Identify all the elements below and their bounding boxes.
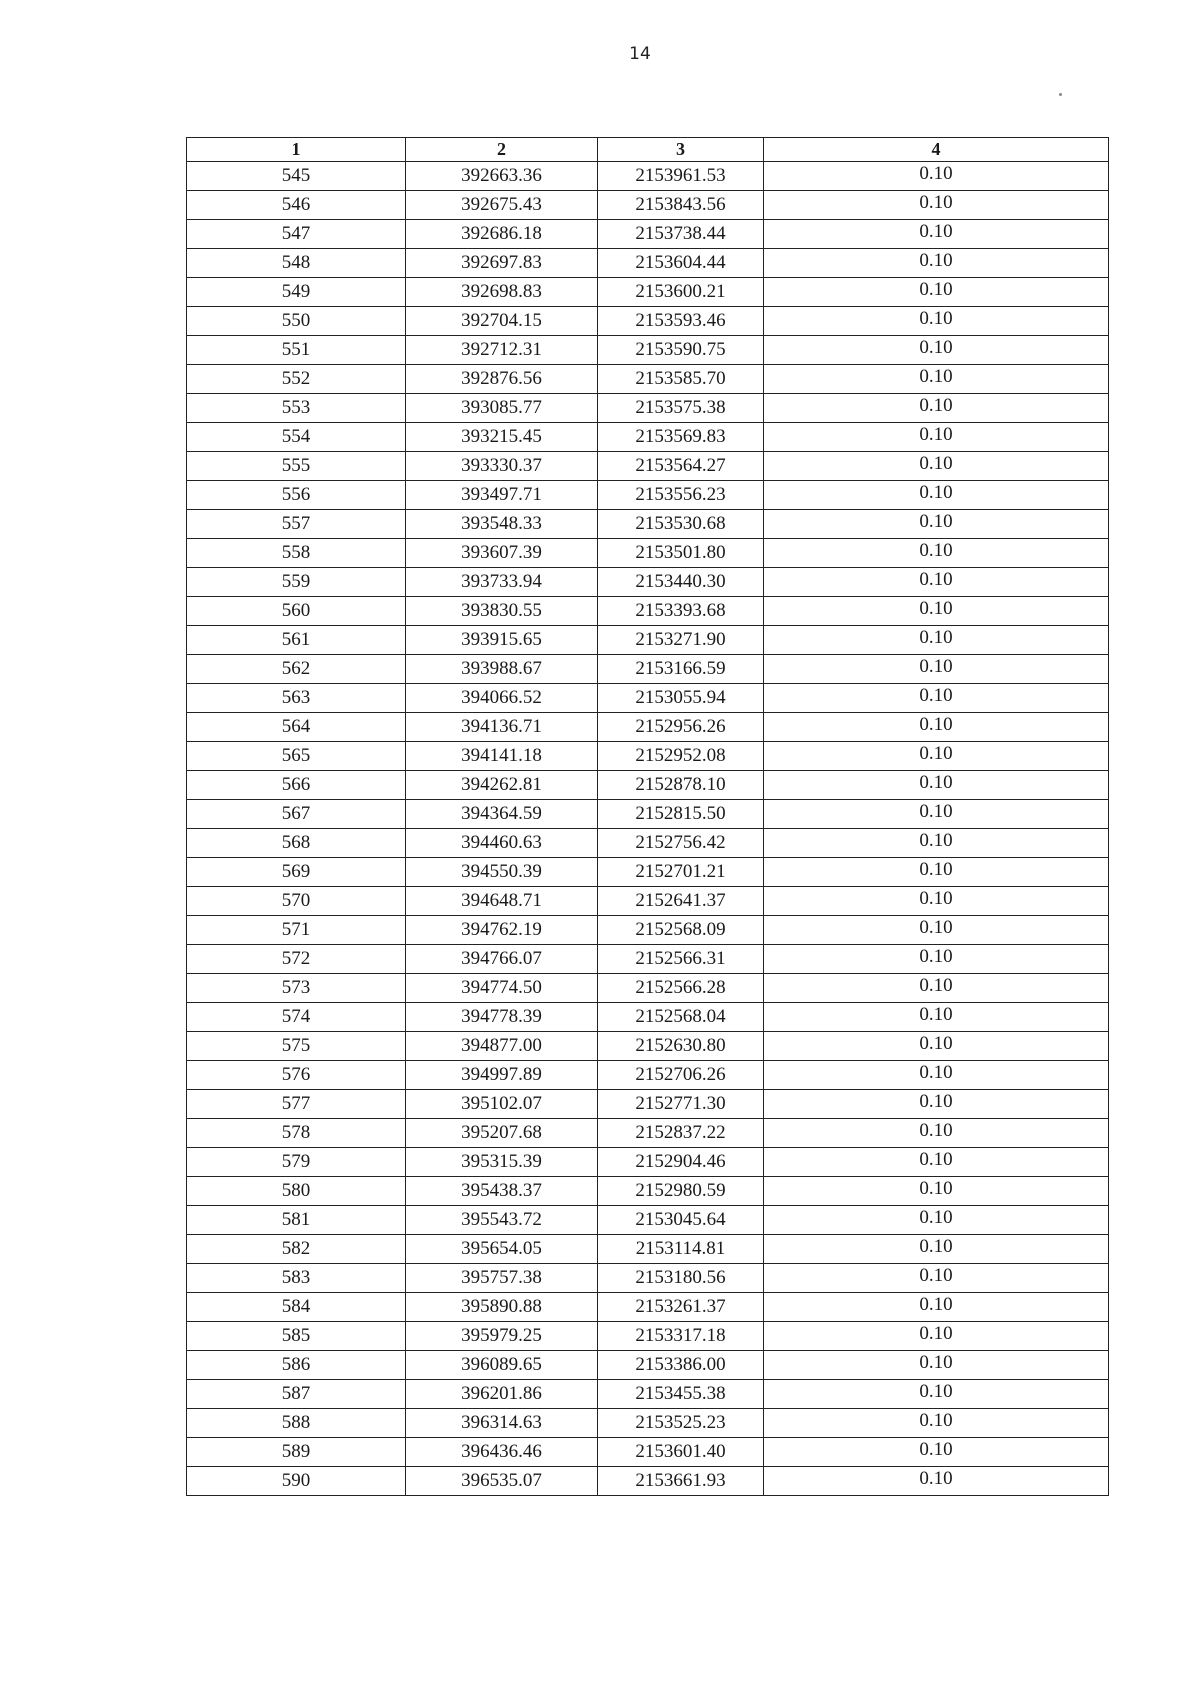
x-coordinate-cell: 394997.89 [406, 1061, 598, 1090]
y-coordinate-cell: 2153738.44 [598, 220, 764, 249]
point-number-cell: 578 [187, 1119, 406, 1148]
x-coordinate-cell: 394877.00 [406, 1032, 598, 1061]
point-number-cell: 572 [187, 945, 406, 974]
point-number-cell: 556 [187, 481, 406, 510]
y-coordinate-cell: 2153271.90 [598, 626, 764, 655]
x-coordinate-cell: 396535.07 [406, 1467, 598, 1496]
x-coordinate-cell: 394066.52 [406, 684, 598, 713]
table-row [187, 945, 1109, 974]
coordinates-table [186, 137, 1109, 1496]
x-coordinate-cell: 393733.94 [406, 568, 598, 597]
point-number-cell: 559 [187, 568, 406, 597]
table-row [187, 278, 1109, 307]
error-value-cell: 0.10 [764, 510, 1109, 539]
y-coordinate-cell: 2152630.80 [598, 1032, 764, 1061]
table-row [187, 800, 1109, 829]
y-coordinate-cell: 2153530.68 [598, 510, 764, 539]
page-number: 14 [629, 44, 651, 64]
x-coordinate-cell: 395979.25 [406, 1322, 598, 1351]
y-coordinate-cell: 2153593.46 [598, 307, 764, 336]
error-value-cell: 0.10 [764, 278, 1109, 307]
y-coordinate-cell: 2152904.46 [598, 1148, 764, 1177]
error-value-cell: 0.10 [764, 1438, 1109, 1467]
table-row [187, 713, 1109, 742]
point-number-cell: 585 [187, 1322, 406, 1351]
point-number-cell: 576 [187, 1061, 406, 1090]
table-row [187, 307, 1109, 336]
x-coordinate-cell: 393607.39 [406, 539, 598, 568]
y-coordinate-cell: 2153055.94 [598, 684, 764, 713]
x-coordinate-cell: 394460.63 [406, 829, 598, 858]
point-number-cell: 580 [187, 1177, 406, 1206]
point-number-cell: 547 [187, 220, 406, 249]
x-coordinate-cell: 395654.05 [406, 1235, 598, 1264]
error-value-cell: 0.10 [764, 1235, 1109, 1264]
error-value-cell: 0.10 [764, 1351, 1109, 1380]
error-value-cell: 0.10 [764, 191, 1109, 220]
error-value-cell: 0.10 [764, 597, 1109, 626]
x-coordinate-cell: 392675.43 [406, 191, 598, 220]
point-number-cell: 564 [187, 713, 406, 742]
y-coordinate-cell: 2152837.22 [598, 1119, 764, 1148]
table-row [187, 655, 1109, 684]
table-row [187, 394, 1109, 423]
point-number-cell: 555 [187, 452, 406, 481]
table-row [187, 452, 1109, 481]
error-value-cell: 0.10 [764, 684, 1109, 713]
x-coordinate-cell: 395890.88 [406, 1293, 598, 1322]
error-value-cell: 0.10 [764, 481, 1109, 510]
table-row [187, 365, 1109, 394]
x-coordinate-cell: 393548.33 [406, 510, 598, 539]
table-row [187, 191, 1109, 220]
x-coordinate-cell: 392663.36 [406, 162, 598, 191]
x-coordinate-cell: 393830.55 [406, 597, 598, 626]
error-value-cell: 0.10 [764, 336, 1109, 365]
x-coordinate-cell: 396201.86 [406, 1380, 598, 1409]
y-coordinate-cell: 2152771.30 [598, 1090, 764, 1119]
table-row [187, 684, 1109, 713]
error-value-cell: 0.10 [764, 1032, 1109, 1061]
point-number-cell: 567 [187, 800, 406, 829]
x-coordinate-cell: 392712.31 [406, 336, 598, 365]
y-coordinate-cell: 2152956.26 [598, 713, 764, 742]
y-coordinate-cell: 2152568.09 [598, 916, 764, 945]
y-coordinate-cell: 2152568.04 [598, 1003, 764, 1032]
table-row [187, 1148, 1109, 1177]
error-value-cell: 0.10 [764, 655, 1109, 684]
point-number-cell: 582 [187, 1235, 406, 1264]
point-number-cell: 574 [187, 1003, 406, 1032]
point-number-cell: 573 [187, 974, 406, 1003]
error-value-cell: 0.10 [764, 800, 1109, 829]
error-value-cell: 0.10 [764, 1293, 1109, 1322]
y-coordinate-cell: 2153575.38 [598, 394, 764, 423]
point-number-cell: 563 [187, 684, 406, 713]
table-row [187, 1380, 1109, 1409]
error-value-cell: 0.10 [764, 974, 1109, 1003]
table-row [187, 1119, 1109, 1148]
point-number-cell: 545 [187, 162, 406, 191]
y-coordinate-cell: 2153604.44 [598, 249, 764, 278]
table-row [187, 1322, 1109, 1351]
table-row [187, 1206, 1109, 1235]
y-coordinate-cell: 2153661.93 [598, 1467, 764, 1496]
point-number-cell: 586 [187, 1351, 406, 1380]
table-row [187, 1090, 1109, 1119]
table-row [187, 597, 1109, 626]
y-coordinate-cell: 2153564.27 [598, 452, 764, 481]
point-number-cell: 550 [187, 307, 406, 336]
point-number-cell: 552 [187, 365, 406, 394]
x-coordinate-cell: 394648.71 [406, 887, 598, 916]
y-coordinate-cell: 2152701.21 [598, 858, 764, 887]
error-value-cell: 0.10 [764, 916, 1109, 945]
error-value-cell: 0.10 [764, 220, 1109, 249]
x-coordinate-cell: 396089.65 [406, 1351, 598, 1380]
table-row [187, 162, 1109, 191]
error-value-cell: 0.10 [764, 742, 1109, 771]
y-coordinate-cell: 2153501.80 [598, 539, 764, 568]
x-coordinate-cell: 392697.83 [406, 249, 598, 278]
table-row [187, 1293, 1109, 1322]
y-coordinate-cell: 2152641.37 [598, 887, 764, 916]
point-number-cell: 551 [187, 336, 406, 365]
header-col-2: 2 [406, 138, 598, 162]
y-coordinate-cell: 2153386.00 [598, 1351, 764, 1380]
x-coordinate-cell: 393085.77 [406, 394, 598, 423]
table-row [187, 220, 1109, 249]
table-row [187, 887, 1109, 916]
table-row [187, 626, 1109, 655]
point-number-cell: 565 [187, 742, 406, 771]
table-row [187, 1061, 1109, 1090]
point-number-cell: 589 [187, 1438, 406, 1467]
table-row [187, 1032, 1109, 1061]
error-value-cell: 0.10 [764, 365, 1109, 394]
x-coordinate-cell: 393330.37 [406, 452, 598, 481]
point-number-cell: 561 [187, 626, 406, 655]
x-coordinate-cell: 394762.19 [406, 916, 598, 945]
error-value-cell: 0.10 [764, 452, 1109, 481]
point-number-cell: 560 [187, 597, 406, 626]
x-coordinate-cell: 395102.07 [406, 1090, 598, 1119]
point-number-cell: 566 [187, 771, 406, 800]
y-coordinate-cell: 2153393.68 [598, 597, 764, 626]
table-row [187, 1003, 1109, 1032]
x-coordinate-cell: 394550.39 [406, 858, 598, 887]
x-coordinate-cell: 394774.50 [406, 974, 598, 1003]
table-row [187, 481, 1109, 510]
y-coordinate-cell: 2153585.70 [598, 365, 764, 394]
x-coordinate-cell: 395315.39 [406, 1148, 598, 1177]
error-value-cell: 0.10 [764, 771, 1109, 800]
table-row [187, 1177, 1109, 1206]
error-value-cell: 0.10 [764, 249, 1109, 278]
point-number-cell: 583 [187, 1264, 406, 1293]
table-row [187, 1409, 1109, 1438]
x-coordinate-cell: 393988.67 [406, 655, 598, 684]
error-value-cell: 0.10 [764, 568, 1109, 597]
y-coordinate-cell: 2153590.75 [598, 336, 764, 365]
point-number-cell: 584 [187, 1293, 406, 1322]
point-number-cell: 558 [187, 539, 406, 568]
y-coordinate-cell: 2152566.28 [598, 974, 764, 1003]
header-col-3: 3 [598, 138, 764, 162]
table-row [187, 858, 1109, 887]
error-value-cell: 0.10 [764, 713, 1109, 742]
table-row [187, 742, 1109, 771]
header-row [187, 138, 1109, 162]
table-row [187, 1438, 1109, 1467]
error-value-cell: 0.10 [764, 1380, 1109, 1409]
x-coordinate-cell: 394136.71 [406, 713, 598, 742]
x-coordinate-cell: 395543.72 [406, 1206, 598, 1235]
y-coordinate-cell: 2153569.83 [598, 423, 764, 452]
point-number-cell: 549 [187, 278, 406, 307]
y-coordinate-cell: 2152878.10 [598, 771, 764, 800]
error-value-cell: 0.10 [764, 1177, 1109, 1206]
error-value-cell: 0.10 [764, 394, 1109, 423]
y-coordinate-cell: 2153600.21 [598, 278, 764, 307]
x-coordinate-cell: 394364.59 [406, 800, 598, 829]
error-value-cell: 0.10 [764, 1119, 1109, 1148]
y-coordinate-cell: 2152815.50 [598, 800, 764, 829]
x-coordinate-cell: 394778.39 [406, 1003, 598, 1032]
error-value-cell: 0.10 [764, 858, 1109, 887]
table-row [187, 1351, 1109, 1380]
table-row [187, 1235, 1109, 1264]
y-coordinate-cell: 2153601.40 [598, 1438, 764, 1467]
error-value-cell: 0.10 [764, 1322, 1109, 1351]
x-coordinate-cell: 394141.18 [406, 742, 598, 771]
point-number-cell: 588 [187, 1409, 406, 1438]
y-coordinate-cell: 2153114.81 [598, 1235, 764, 1264]
point-number-cell: 590 [187, 1467, 406, 1496]
error-value-cell: 0.10 [764, 1003, 1109, 1032]
y-coordinate-cell: 2152706.26 [598, 1061, 764, 1090]
y-coordinate-cell: 2152566.31 [598, 945, 764, 974]
error-value-cell: 0.10 [764, 307, 1109, 336]
x-coordinate-cell: 392698.83 [406, 278, 598, 307]
point-number-cell: 546 [187, 191, 406, 220]
x-coordinate-cell: 395438.37 [406, 1177, 598, 1206]
error-value-cell: 0.10 [764, 1090, 1109, 1119]
y-coordinate-cell: 2152980.59 [598, 1177, 764, 1206]
x-coordinate-cell: 392876.56 [406, 365, 598, 394]
error-value-cell: 0.10 [764, 162, 1109, 191]
y-coordinate-cell: 2153317.18 [598, 1322, 764, 1351]
x-coordinate-cell: 392704.15 [406, 307, 598, 336]
x-coordinate-cell: 392686.18 [406, 220, 598, 249]
error-value-cell: 0.10 [764, 829, 1109, 858]
table-row [187, 1467, 1109, 1496]
point-number-cell: 562 [187, 655, 406, 684]
x-coordinate-cell: 395757.38 [406, 1264, 598, 1293]
table-row [187, 1264, 1109, 1293]
x-coordinate-cell: 393215.45 [406, 423, 598, 452]
table-row [187, 974, 1109, 1003]
point-number-cell: 579 [187, 1148, 406, 1177]
point-number-cell: 557 [187, 510, 406, 539]
point-number-cell: 554 [187, 423, 406, 452]
y-coordinate-cell: 2153166.59 [598, 655, 764, 684]
error-value-cell: 0.10 [764, 887, 1109, 916]
x-coordinate-cell: 394262.81 [406, 771, 598, 800]
x-coordinate-cell: 395207.68 [406, 1119, 598, 1148]
y-coordinate-cell: 2153180.56 [598, 1264, 764, 1293]
header-col-1: 1 [187, 138, 406, 162]
x-coordinate-cell: 394766.07 [406, 945, 598, 974]
error-value-cell: 0.10 [764, 626, 1109, 655]
error-value-cell: 0.10 [764, 1061, 1109, 1090]
table-row [187, 336, 1109, 365]
y-coordinate-cell: 2153045.64 [598, 1206, 764, 1235]
y-coordinate-cell: 2153843.56 [598, 191, 764, 220]
table-row [187, 423, 1109, 452]
y-coordinate-cell: 2153525.23 [598, 1409, 764, 1438]
point-number-cell: 568 [187, 829, 406, 858]
y-coordinate-cell: 2152952.08 [598, 742, 764, 771]
point-number-cell: 548 [187, 249, 406, 278]
header-col-4: 4 [764, 138, 1109, 162]
point-number-cell: 569 [187, 858, 406, 887]
point-number-cell: 570 [187, 887, 406, 916]
error-value-cell: 0.10 [764, 1467, 1109, 1496]
error-value-cell: 0.10 [764, 1264, 1109, 1293]
x-coordinate-cell: 396436.46 [406, 1438, 598, 1467]
error-value-cell: 0.10 [764, 423, 1109, 452]
point-number-cell: 553 [187, 394, 406, 423]
y-coordinate-cell: 2152756.42 [598, 829, 764, 858]
table-row [187, 771, 1109, 800]
table-row [187, 539, 1109, 568]
y-coordinate-cell: 2153455.38 [598, 1380, 764, 1409]
table-row [187, 916, 1109, 945]
point-number-cell: 581 [187, 1206, 406, 1235]
point-number-cell: 571 [187, 916, 406, 945]
x-coordinate-cell: 393497.71 [406, 481, 598, 510]
x-coordinate-cell: 396314.63 [406, 1409, 598, 1438]
table-header [187, 138, 1109, 162]
table-row [187, 829, 1109, 858]
table-row [187, 249, 1109, 278]
x-coordinate-cell: 393915.65 [406, 626, 598, 655]
table-row [187, 510, 1109, 539]
table-row [187, 568, 1109, 597]
point-number-cell: 575 [187, 1032, 406, 1061]
error-value-cell: 0.10 [764, 539, 1109, 568]
y-coordinate-cell: 2153440.30 [598, 568, 764, 597]
point-number-cell: 577 [187, 1090, 406, 1119]
error-value-cell: 0.10 [764, 1206, 1109, 1235]
error-value-cell: 0.10 [764, 1148, 1109, 1177]
point-number-cell: 587 [187, 1380, 406, 1409]
y-coordinate-cell: 2153961.53 [598, 162, 764, 191]
error-value-cell: 0.10 [764, 1409, 1109, 1438]
scan-speck [1059, 93, 1062, 96]
error-value-cell: 0.10 [764, 945, 1109, 974]
y-coordinate-cell: 2153261.37 [598, 1293, 764, 1322]
y-coordinate-cell: 2153556.23 [598, 481, 764, 510]
table-body [187, 162, 1109, 1496]
